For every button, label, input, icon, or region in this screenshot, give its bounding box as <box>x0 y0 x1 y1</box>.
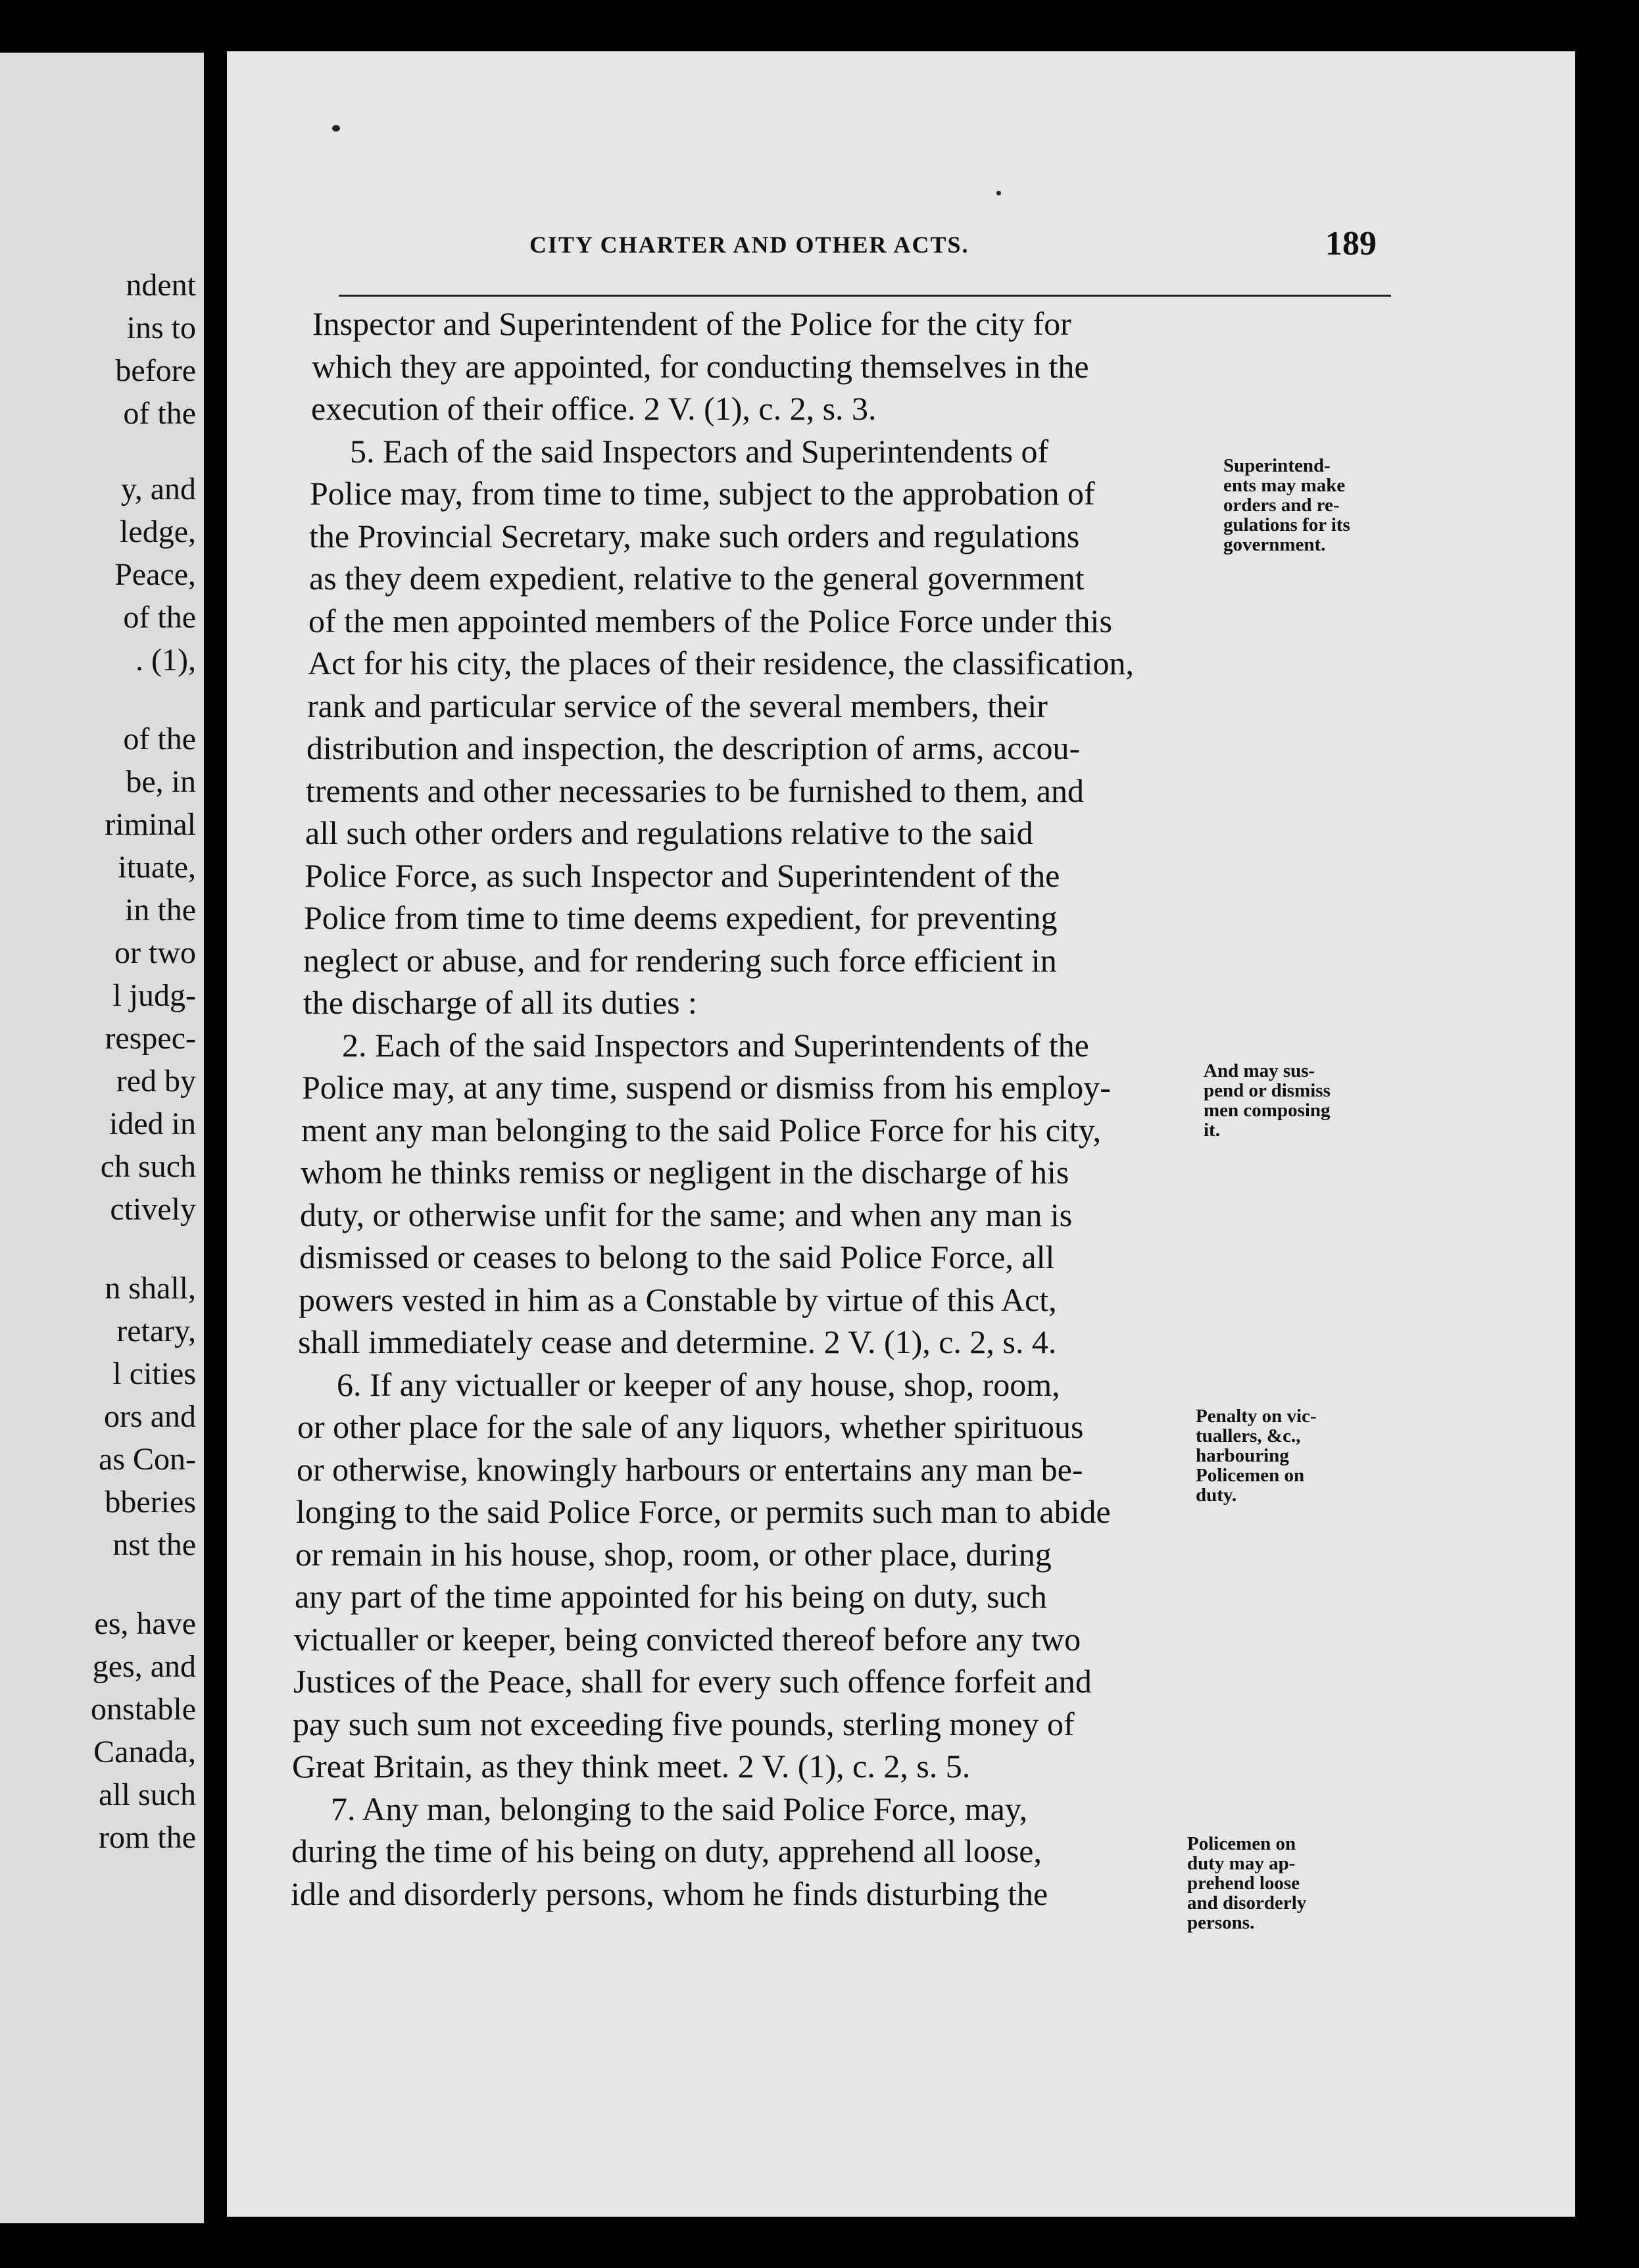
margin-note-line: Policemen on <box>1196 1465 1305 1486</box>
facing-page-text-fragment: of the <box>123 722 196 756</box>
facing-page-text-fragment: ctively <box>110 1192 196 1227</box>
facing-page-text-fragment: retary, <box>116 1314 196 1348</box>
margin-note-line: pend or dismiss <box>1204 1080 1331 1101</box>
margin-note-line: duty. <box>1196 1485 1237 1506</box>
margin-note-line: and disorderly <box>1187 1892 1307 1913</box>
facing-page-text-fragment: ch such <box>100 1149 196 1184</box>
facing-page-fragment <box>0 53 204 2223</box>
text-line: distribution and inspection, the description of arms, accou- <box>306 729 1081 766</box>
margin-note-line: Superintend- <box>1223 455 1331 476</box>
facing-page-text-fragment: or two <box>114 935 196 970</box>
running-head: CITY CHARTER AND OTHER ACTS. <box>529 232 969 258</box>
margin-note-suspend-dismiss <box>1204 1061 1331 1140</box>
margin-note-line: orders and re- <box>1223 495 1340 516</box>
text-line: the Provincial Secretary, make such orders and regulations <box>309 518 1080 555</box>
text-line: idle and disorderly persons, whom he finds disturbing the <box>291 1875 1048 1912</box>
text-line: Justices of the Peace, shall for every such offence forfeit and <box>293 1663 1092 1700</box>
text-line: the discharge of all its duties : <box>303 984 697 1021</box>
text-line: or otherwise, knowingly harbours or entertains any man be- <box>297 1451 1083 1488</box>
margin-note-line: government. <box>1223 534 1326 555</box>
facing-page-text-fragment: as Con- <box>99 1442 196 1477</box>
facing-page-text-fragment: . (1), <box>135 643 196 678</box>
margin-note-line: Policemen on <box>1187 1833 1296 1854</box>
text-line: victualler or keeper, being convicted thereof before any two <box>294 1621 1081 1658</box>
text-line: 5. Each of the said Inspectors and Superintendents of <box>350 433 1049 470</box>
facing-page-text-fragment: ges, and <box>92 1649 196 1684</box>
print-speck <box>996 191 1001 195</box>
text-line: all such other orders and regulations relative to the said <box>305 814 1033 851</box>
facing-page-text-fragment: respec- <box>105 1021 196 1056</box>
facing-page-text-fragment: ledge, <box>120 514 196 549</box>
text-line: Police Force, as such Inspector and Superintendent of the <box>305 857 1060 894</box>
text-line: ment any man belonging to the said Police Force for his city, <box>301 1112 1101 1148</box>
facing-page-text-fragment: Canada, <box>93 1735 196 1769</box>
page-number: 189 <box>1325 225 1377 262</box>
margin-note-line: men composing <box>1204 1100 1331 1121</box>
facing-page-text-fragment: Peace, <box>114 557 196 592</box>
text-line: duty, or otherwise unfit for the same; and when any man is <box>300 1196 1073 1233</box>
facing-page-text-fragment: in the <box>125 893 196 927</box>
text-line: or remain in his house, shop, room, or other place, during <box>295 1536 1052 1573</box>
facing-page-text-fragment: ors and <box>104 1399 196 1434</box>
margin-note-line: prehend loose <box>1187 1873 1300 1894</box>
text-line: during the time of his being on duty, apprehend all loose, <box>291 1833 1042 1869</box>
margin-note-line: tuallers, &c., <box>1196 1425 1301 1446</box>
text-line: whom he thinks remiss or negligent in the discharge of his <box>301 1154 1069 1191</box>
facing-page-text-fragment: l judg- <box>112 978 196 1013</box>
text-line: execution of their office. 2 V. (1), c. 2, s. 3. <box>311 390 877 427</box>
facing-page-text-fragment: ided in <box>109 1106 196 1141</box>
facing-page-text-fragment: ndent <box>126 268 196 303</box>
text-line: 7. Any man, belonging to the said Police Force, may, <box>331 1790 1028 1827</box>
margin-note-line: Penalty on vic- <box>1196 1406 1317 1427</box>
text-line: Police may, from time to time, subject to the approbation of <box>310 475 1095 512</box>
facing-page-text-fragment: bberies <box>105 1485 196 1519</box>
text-line: rank and particular service of the several members, their <box>307 687 1048 724</box>
text-line: pay such sum not exceeding five pounds, sterling money of <box>293 1706 1075 1742</box>
text-line: Act for his city, the places of their residence, the classification, <box>308 645 1135 681</box>
facing-page-text-fragment: red by <box>116 1064 196 1098</box>
text-line: Inspector and Superintendent of the Police for the city for <box>312 305 1071 342</box>
text-line: 6. If any victualler or keeper of any house, shop, room, <box>337 1366 1060 1403</box>
margin-note-line: duty may ap- <box>1187 1853 1296 1874</box>
facing-page-text-fragment: nst the <box>112 1527 196 1562</box>
facing-page-text-fragment: all such <box>99 1777 196 1812</box>
facing-page-text-fragment: of the <box>123 396 196 431</box>
page-header <box>227 219 1384 272</box>
facing-page-text-fragment: of the <box>123 600 196 635</box>
margin-note-line: And may sus- <box>1204 1060 1315 1081</box>
text-line: Police may, at any time, suspend or dismiss from his employ- <box>302 1069 1111 1106</box>
margin-note-line: ents may make <box>1223 475 1346 496</box>
margin-note-penalty-victuallers <box>1196 1406 1317 1505</box>
facing-page-text-fragment: onstable <box>91 1692 196 1727</box>
facing-page-text-fragment: riminal <box>105 807 196 842</box>
facing-page-text-fragment: be, in <box>126 764 196 799</box>
header-rule <box>339 295 1391 297</box>
margin-note-line: harbouring <box>1196 1445 1289 1466</box>
margin-note-apprehend-persons <box>1187 1834 1306 1933</box>
facing-page-text-fragment: y, and <box>120 472 196 506</box>
text-line: 2. Each of the said Inspectors and Superintendents of the <box>342 1027 1089 1064</box>
text-line: Great Britain, as they think meet. 2 V. (1), c. 2, s. 5. <box>292 1748 971 1785</box>
text-line: powers vested in him as a Constable by virtue of this Act, <box>299 1281 1057 1318</box>
facing-page-text-fragment: l cities <box>112 1356 196 1391</box>
text-line: longing to the said Police Force, or permits such man to abide <box>296 1493 1111 1530</box>
text-line: dismissed or ceases to belong to the said Police Force, all <box>299 1239 1055 1275</box>
facing-page-text-fragment: ituate, <box>118 850 196 885</box>
text-line: shall immediately cease and determine. 2 V. (1), c. 2, s. 4. <box>298 1323 1057 1360</box>
text-line: as they deem expedient, relative to the general government <box>309 560 1085 597</box>
facing-page-text-fragment: ins to <box>126 310 196 345</box>
text-line: neglect or abuse, and for rendering such force efficient in <box>303 942 1057 979</box>
margin-note-line: gulations for its <box>1223 514 1350 535</box>
facing-page-text-fragment: n shall, <box>105 1271 196 1306</box>
text-line: any part of the time appointed for his being on duty, such <box>295 1578 1047 1615</box>
facing-page-text-fragment: es, have <box>94 1606 196 1641</box>
text-line: Police from time to time deems expedient, for preventing <box>304 899 1058 936</box>
facing-page-text-fragment: rom the <box>99 1820 196 1855</box>
text-line: trements and other necessaries to be furnished to them, and <box>306 772 1084 809</box>
facing-page-text-fragment: before <box>115 353 196 388</box>
margin-note-line: it. <box>1204 1120 1220 1141</box>
book-page <box>227 51 1575 2217</box>
print-speck <box>332 125 340 132</box>
margin-note-line: persons. <box>1187 1912 1255 1933</box>
text-line: of the men appointed members of the Police Force under this <box>308 603 1112 639</box>
text-line: or other place for the sale of any liquors, whether spirituous <box>297 1408 1084 1445</box>
margin-note-superintendents <box>1223 456 1350 555</box>
text-line: which they are appointed, for conducting themselves in the <box>312 348 1089 385</box>
